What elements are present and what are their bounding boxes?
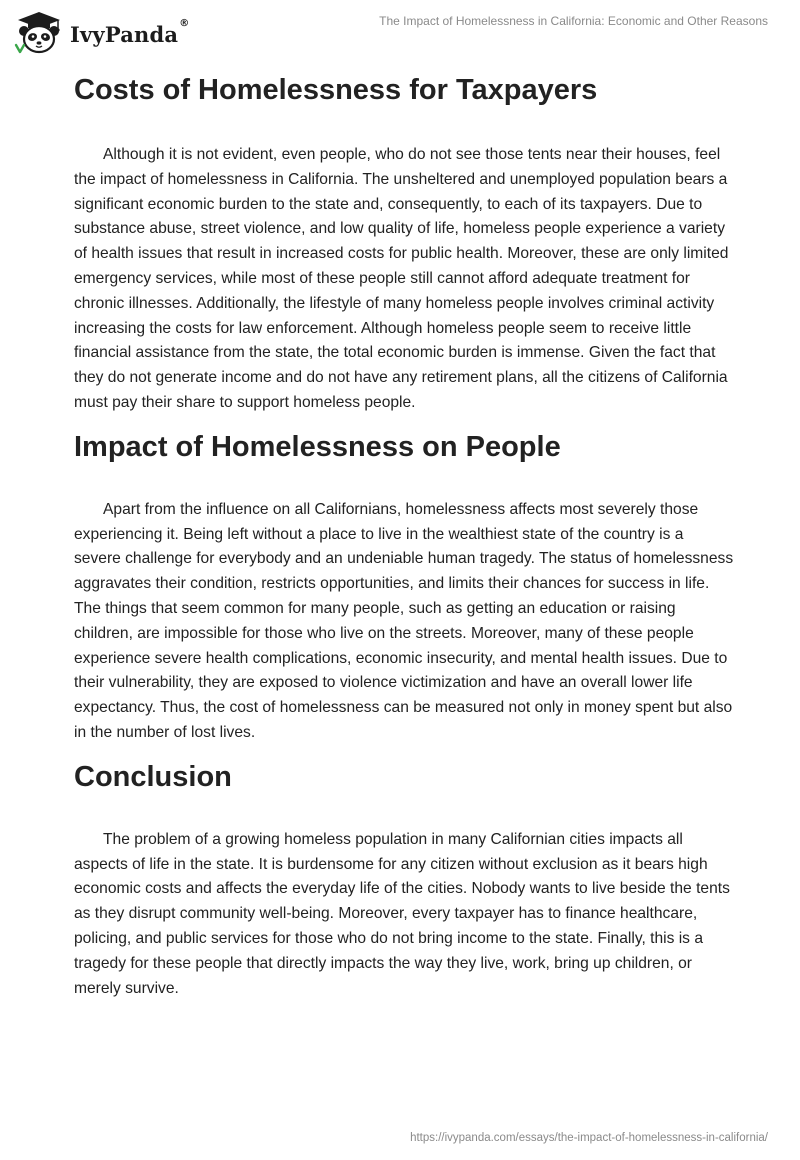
document-title: The Impact of Homelessness in California: Economic and Other Reasons [379,14,768,28]
section-paragraph-conclusion: The problem of a growing homeless population in many Californian cities impacts all aspects of life in the state. It is burdensome for any citizen without exclusion as it bears high economic costs and affects the everyday life of the cities. Nobody wants to live beside the tents as they disrupt community well-being. Moreover, every taxpayer has to finance healthcare, policing, and public services for those who do not bring income to the state. Finally, this is a tragedy for these people that directly impacts the way they live, work, bring up children, or merely survive. [74,830,730,997]
section-paragraph-impact: Apart from the influence on all Californians, homelessness affects most severely those experiencing it. Being left without a place to live in the wealthiest state of the country is a severe challenge for everybody and an undeniable human tragedy. The status of homelessness aggravates their condition, restricts opportunities, and limits their chances for success in life. The things that seem common for many people, such as getting an education or raising children, are impossible for those who live on the streets. Moreover, many of these people experience severe health complications, economic insecurity, and mental health issues. Due to their vulnerability, they are exposed to violence victimization and have an overall lower life expectancy. Thus, the cost of homelessness can be measured not only in money spent but also in the number of lost lives. [74,500,734,741]
section-heading-costs: Costs of Homelessness for Taxpayers [74,74,598,106]
panda-graduate-icon [14,9,64,55]
section-paragraph-costs: Although it is not evident, even people, who do not see those tents near their houses, feel the impact of homelessness in California. The unsheltered and unemployed population bears a significant economic burden to the state and, consequently, to each of its taxpayers. Due to substance abuse, street violence, and low quality of life, homeless people experience a variety of health issues that result in increased costs for public health. Moreover, these are only limited emergency services, while most of these people still cannot afford adequate treatment for chronic illnesses. Additionally, the lifestyle of many homeless people involves criminal activity increasing the costs for law enforcement. Although homeless people seem to receive little financial assistance from the state, the total economic burden is immense. Given the fact that they do not generate income and do not have any retirement plans, all the citizens of California must pay their share to support homeless people. [74,146,729,411]
section-heading-impact: Impact of Homelessness on People [74,430,561,463]
brand-logo[interactable] [14,8,189,56]
registered-mark: ® [179,17,190,29]
page-header [0,0,800,70]
brand-name: IvyPanda® [70,17,190,47]
essay-content [74,68,734,1001]
section-heading-conclusion: Conclusion [74,760,232,793]
source-url-link[interactable]: https://ivypanda.com/essays/the-impact-of-homelessness-in-california/ [410,1132,768,1144]
